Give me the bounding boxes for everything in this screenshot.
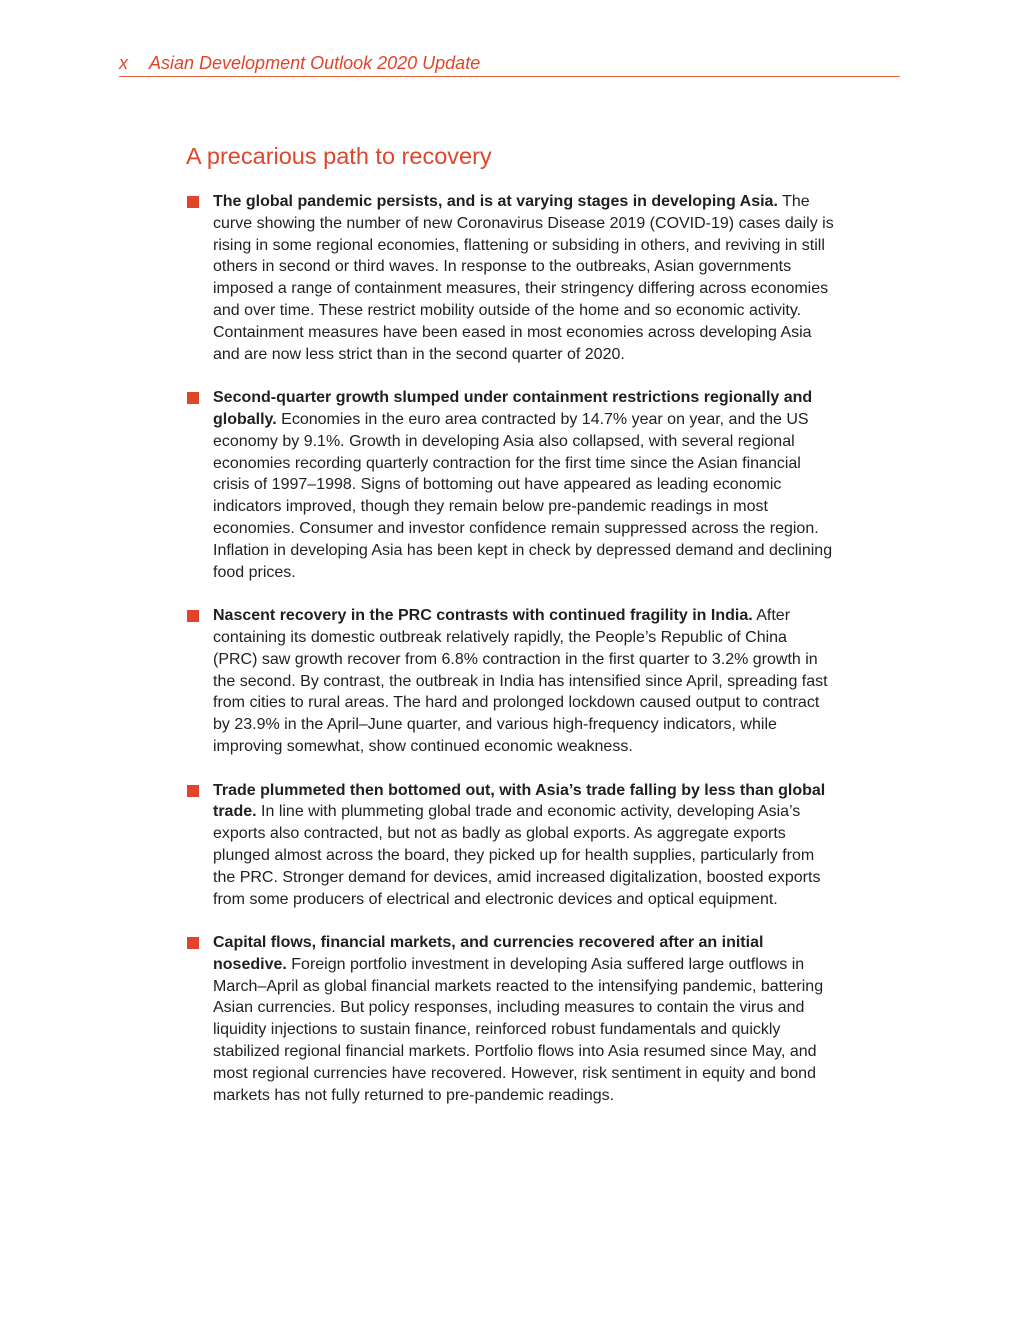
- running-header: [119, 52, 900, 77]
- square-bullet-icon: [187, 392, 199, 404]
- bullet-text: Economies in the euro area contracted by 14.7% year on year, and the US economy by 9.1%. Growth in developing Asia also collapsed, with several regional economies recording quarterly contraction for the first time since the Asian financial crisis of 1997–1998. Signs of bottoming out have appeared as leading economic indicators improved, though they remain below pre-pandemic readings in most economies. Consumer and investor confidence remain suppressed across the region. Inflation in developing Asia has been kept in check by depressed demand and declining food prices.: [213, 410, 833, 581]
- bullet-item: [186, 780, 834, 911]
- bullet-lead: Trade plummeted then bottomed out, with Asia’s trade falling by less than global trade.: [213, 781, 826, 821]
- bullet-item: [186, 932, 834, 1106]
- publication-title: Asian Development Outlook 2020 Update: [149, 53, 481, 73]
- bullet-text: Foreign portfolio investment in developing Asia suffered large outflows in March–April as global financial markets reacted to the intensifying pandemic, battering Asian currencies. But policy responses, including measures to contain the virus and liquidity injections to sustain finance, reinforced robust fundamentals and quickly stabilized regional financial markets. Portfolio flows into Asia resumed since May, and most regional currencies have recovered. However, risk sentiment in equity and bond markets has not fully returned to pre-pandemic readings.: [213, 955, 824, 1104]
- page-number: x: [119, 53, 128, 73]
- key-points-list: [186, 191, 834, 1128]
- square-bullet-icon: [187, 937, 199, 949]
- bullet-item: [186, 191, 834, 365]
- bullet-lead: Capital flows, financial markets, and currencies recovered after an initial nosedive.: [213, 934, 764, 973]
- bullet-item: [186, 387, 834, 583]
- bullet-text: After containing its domestic outbreak relatively rapidly, the People’s Republic of China (PRC) saw growth recover from 6.8% contraction in the first quarter to 3.2% growth in the second. By contrast, the outbreak in India has intensified since April, spreading fast from cities to rural areas. The hard and prolonged lockdown caused output to contract by 23.9% in the April–June quarter, and various high-frequency indicators, while improving somewhat, show continued economic weakness.: [213, 607, 828, 755]
- bullet-lead: Nascent recovery in the PRC contrasts with continued fragility in India.: [213, 607, 753, 625]
- bullet-text: The curve showing the number of new Coronavirus Disease 2019 (COVID-19) cases daily is rising in some regional economies, flattening or subsiding in others, and reviving in still others in second or third waves. In response to the outbreaks, Asian governments imposed a range of containment measures, their stringency differing across economies and over time. These restrict mobility outside of the home and so economic activity. Containment measures have been eased in most economies across developing Asia and are now less strict than in the second quarter of 2020.: [213, 193, 834, 363]
- square-bullet-icon: [187, 610, 199, 622]
- square-bullet-icon: [187, 196, 199, 208]
- bullet-text: In line with plummeting global trade and economic activity, developing Asia’s exports also contracted, but not as badly as global exports. As aggregate exports plunged almost across the board, they picked up for health supplies, particularly from the PRC. Stronger demand for devices, amid increased digitalization, boosted exports from some producers of electrical and electronic devices and optical equipment.: [213, 803, 821, 908]
- section-title: A precarious path to recovery: [186, 143, 492, 169]
- bullet-item: [186, 605, 834, 758]
- square-bullet-icon: [187, 785, 199, 797]
- bullet-lead: Second-quarter growth slumped under containment restrictions regionally and globally.: [213, 389, 813, 428]
- bullet-lead: The global pandemic persists, and is at varying stages in developing Asia.: [213, 193, 778, 210]
